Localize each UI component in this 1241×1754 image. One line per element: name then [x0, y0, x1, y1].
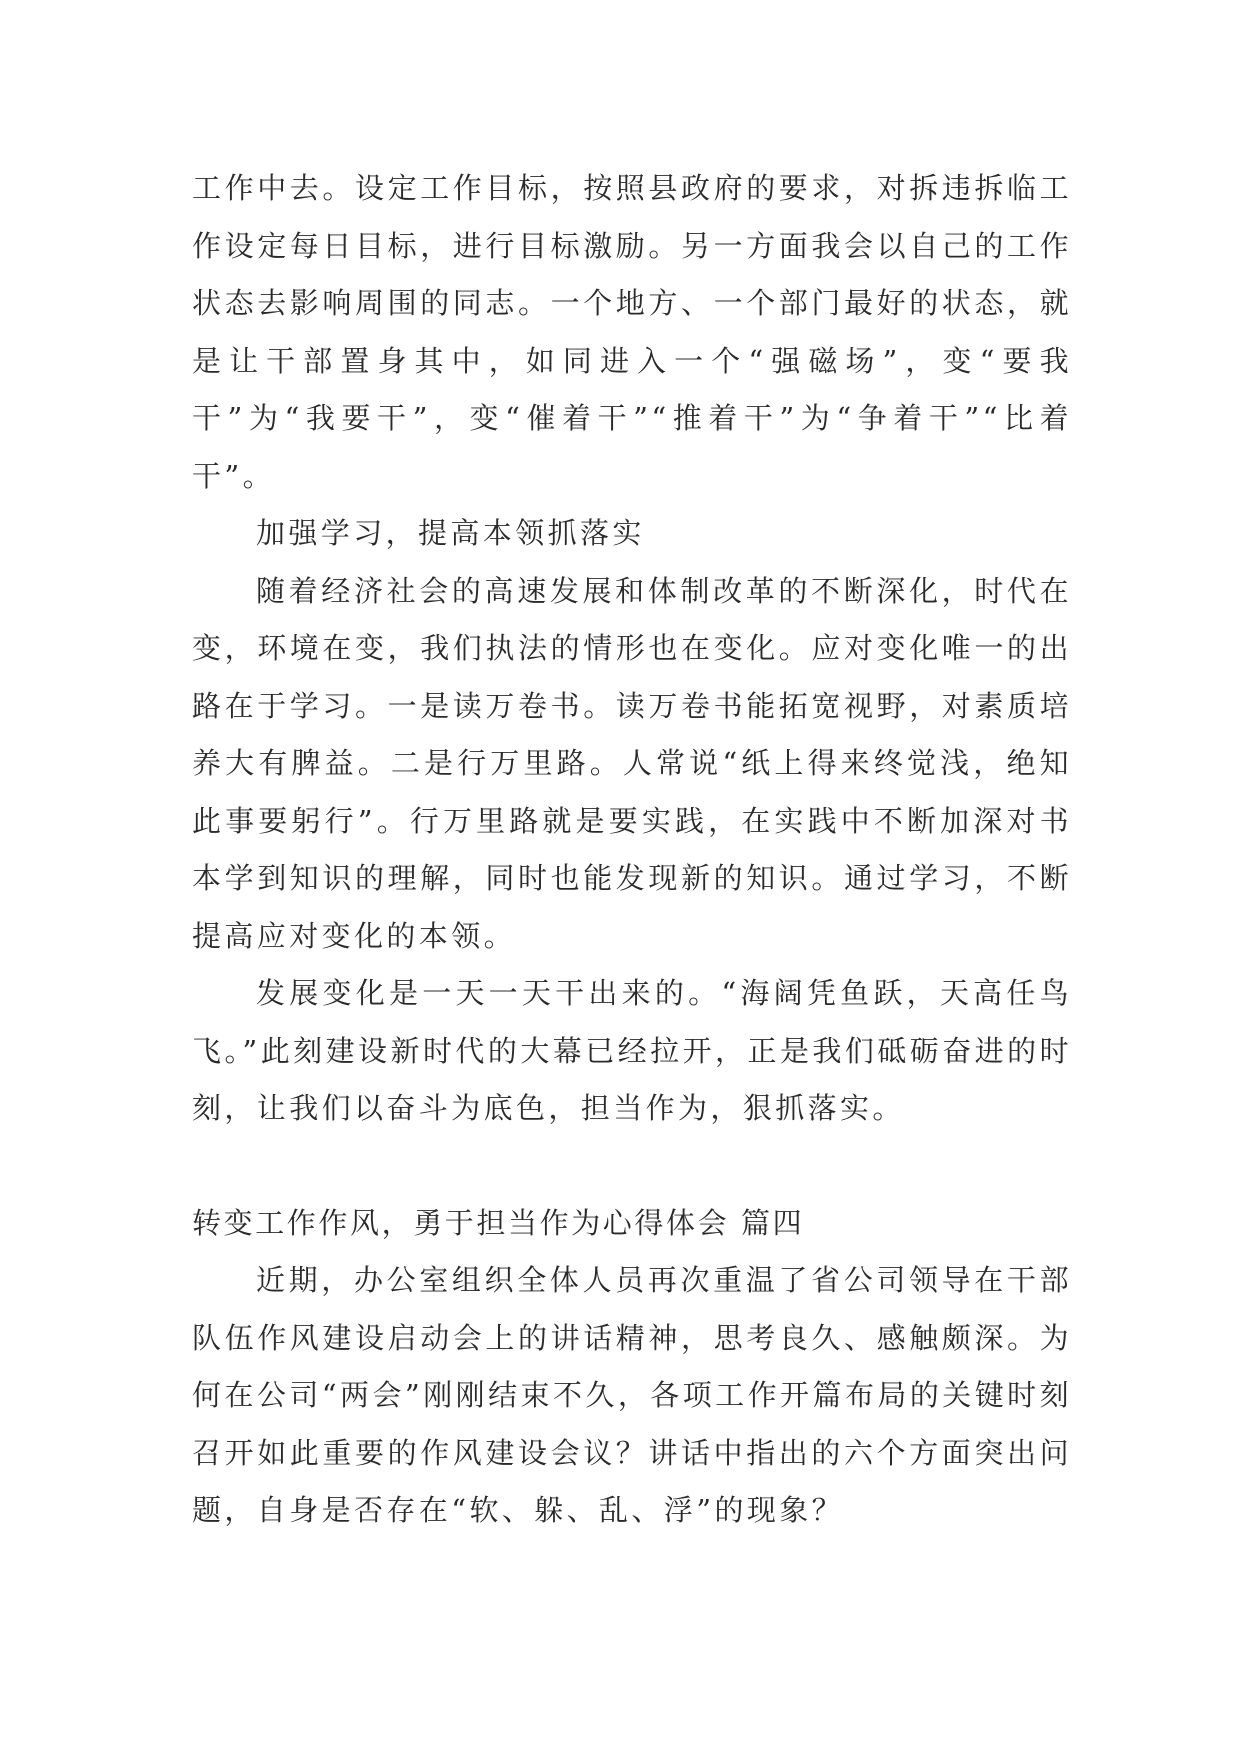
section-title: 转变工作作风，勇于担当作为心得体会 篇四: [192, 1205, 805, 1240]
subheading-study: 加强学习，提高本领抓落实: [256, 516, 645, 550]
document-body: [192, 160, 1072, 1540]
paragraph-study: 随着经济社会的高速发展和体制改革的不断深化，时代在变，环境在变，我们执法的情形也在变化。应对变化唯一的出路在于学习。一是读万卷书。读万卷书能拓宽视野，对素质培养大有脾益。二是行万里路。人常说“纸上得来终觉浅，绝知此事要躬行”。行万里路就是要实践，在实践中不断加深对书本学到知识的理解，同时也能发现新的知识。通过学习，不断提高应对变化的本领。: [192, 573, 1072, 953]
paragraph-continued: 工作中去。设定工作目标，按照县政府的要求，对拆违拆临工作设定每日目标，进行目标激励。另一方面我会以自己的工作状态去影响周围的同志。一个地方、一个部门最好的状态，就是让干部置身其中，如同进入一个“强磁场”，变“要我干”为“我要干”，变“催着干”“推着干”为“争着干”“比着干”。: [192, 171, 1072, 493]
paragraph-development: 发展变化是一天一天干出来的。“海阔凭鱼跃，天高任鸟飞。”此刻建设新时代的大幕已经拉开，正是我们砥砺奋进的时刻，让我们以奋斗为底色，担当作为，狠抓落实。: [192, 976, 1072, 1125]
paragraph-recent: 近期，办公室组织全体人员再次重温了省公司领导在干部队伍作风建设启动会上的讲话精神，思考良久、感触颇深。为何在公司“两会”刚刚结束不久，各项工作开篇布局的关键时刻召开如此重要的作风建设会议？讲话中指出的六个方面突出问题，自身是否存在“软、躲、乱、浮”的现象？: [192, 1263, 1072, 1527]
section-spacer: [192, 1138, 1072, 1195]
